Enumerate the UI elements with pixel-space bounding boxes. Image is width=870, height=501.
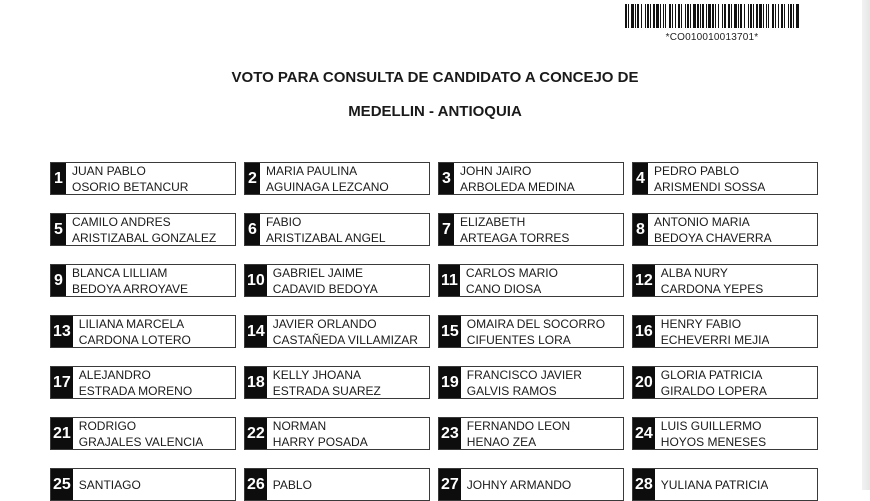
- barcode-bar: [793, 4, 794, 28]
- candidate-last-name: GRAJALES VALENCIA: [78, 435, 204, 449]
- candidate-first-name: JUAN PABLO: [72, 164, 146, 178]
- candidate-option-2[interactable]: [244, 162, 430, 195]
- candidate-option-12[interactable]: [632, 264, 818, 297]
- barcode-bar: [641, 4, 642, 28]
- barcode-text: *CO010010013701*: [665, 32, 759, 43]
- barcode-bar: [678, 4, 680, 28]
- barcode-bar: [731, 4, 732, 28]
- candidate-name: [260, 163, 389, 194]
- candidate-number: 9: [51, 265, 66, 296]
- candidate-first-name: FABIO: [266, 215, 302, 229]
- candidate-number: 13: [51, 316, 73, 347]
- candidate-name: [648, 163, 765, 194]
- barcode-bar: [784, 4, 785, 28]
- candidate-last-name: ARTEAGA TORRES: [460, 231, 570, 245]
- barcode-bar: [766, 4, 767, 28]
- barcode-bar: [700, 4, 701, 28]
- candidate-option-19[interactable]: [438, 366, 624, 399]
- candidate-option-16[interactable]: [632, 315, 818, 348]
- barcode-bar: [759, 4, 762, 28]
- barcode-bar: [718, 4, 719, 28]
- candidate-number: 3: [439, 163, 454, 194]
- candidate-number: 16: [633, 316, 655, 347]
- candidate-name: [648, 214, 772, 245]
- candidate-last-name: HARRY POSADA: [272, 435, 368, 449]
- candidate-number: 10: [245, 265, 267, 296]
- barcode-bar: [722, 4, 723, 28]
- candidate-option-26[interactable]: [244, 468, 430, 501]
- candidate-option-1[interactable]: [50, 162, 236, 195]
- barcode-bar: [708, 4, 711, 28]
- candidate-name: [461, 367, 582, 398]
- candidate-first-name: GABRIEL JAIME: [272, 266, 364, 280]
- candidate-number: 17: [51, 367, 73, 398]
- candidate-first-name: ELIZABETH: [460, 215, 526, 229]
- barcode-bar: [665, 4, 666, 28]
- candidate-option-20[interactable]: [632, 366, 818, 399]
- candidate-last-name: ESTRADA MORENO: [78, 384, 193, 398]
- candidate-name: [267, 316, 418, 347]
- barcode-bar: [715, 4, 716, 28]
- barcode-bar: [750, 4, 752, 28]
- candidate-name: [655, 367, 767, 398]
- candidate-number: 4: [633, 163, 648, 194]
- candidate-option-6[interactable]: [244, 213, 430, 246]
- barcode-bar: [763, 4, 764, 28]
- candidate-name: [655, 316, 770, 347]
- candidate-last-name: CIFUENTES LORA: [466, 333, 571, 347]
- barcode-bar: [687, 4, 689, 28]
- candidate-first-name: HENRY FABIO: [660, 317, 742, 331]
- candidate-option-14[interactable]: [244, 315, 430, 348]
- barcode-bar: [637, 4, 639, 28]
- barcode-bar: [645, 4, 646, 28]
- candidate-first-name: JOHN JAIRO: [460, 164, 532, 178]
- candidate-first-name: BLANCA LILLIAM: [72, 266, 168, 280]
- candidate-first-name: GLORIA PATRICIA: [660, 368, 763, 382]
- barcode-bar: [656, 4, 659, 28]
- candidate-option-5[interactable]: [50, 213, 236, 246]
- candidate-name: [267, 469, 312, 500]
- candidate-option-10[interactable]: [244, 264, 430, 297]
- candidate-name: [267, 265, 378, 296]
- candidate-option-23[interactable]: [438, 417, 624, 450]
- candidate-grid: [50, 162, 818, 501]
- candidate-number: 1: [51, 163, 66, 194]
- candidate-option-17[interactable]: [50, 366, 236, 399]
- candidate-first-name: FERNANDO LEON: [466, 419, 571, 433]
- barcode-bar: [738, 4, 739, 28]
- candidate-first-name: NORMAN: [272, 419, 327, 433]
- candidate-first-name: ANTONIO MARIA: [654, 215, 750, 229]
- barcode-bar: [628, 4, 629, 28]
- candidate-name: [460, 265, 558, 296]
- barcode-bar: [728, 4, 730, 28]
- candidate-number: 28: [633, 469, 655, 500]
- candidate-number: 12: [633, 265, 655, 296]
- barcode-bar: [724, 4, 726, 28]
- barcode-bar: [685, 4, 686, 28]
- barcode-bar: [712, 4, 714, 28]
- candidate-name: [73, 367, 192, 398]
- barcode-bar: [647, 4, 649, 28]
- barcode-bar: [650, 4, 651, 28]
- candidate-option-15[interactable]: [438, 315, 624, 348]
- candidate-last-name: CADAVID BEDOYA: [272, 282, 378, 296]
- barcode-bar: [625, 4, 627, 28]
- candidate-name: [73, 418, 204, 449]
- barcode-bar: [775, 4, 776, 28]
- candidate-last-name: ARISMENDI SOSSA: [654, 180, 766, 194]
- candidate-number: 23: [439, 418, 461, 449]
- candidate-number: 24: [633, 418, 655, 449]
- candidate-number: 2: [245, 163, 260, 194]
- barcode-bar: [744, 4, 745, 28]
- candidate-number: 7: [439, 214, 454, 245]
- candidate-number: 25: [51, 469, 73, 500]
- barcode-bar: [669, 4, 671, 28]
- candidate-first-name: LUIS GUILLERMO: [660, 419, 762, 433]
- barcode-bar: [702, 4, 704, 28]
- barcode-bar: [768, 4, 769, 28]
- candidate-number: 15: [439, 316, 461, 347]
- candidate-last-name: CASTAÑEDA VILLAMIZAR: [272, 333, 418, 347]
- candidate-last-name: ECHEVERRI MEJIA: [660, 333, 770, 347]
- barcode-bar: [675, 4, 676, 28]
- candidate-first-name: JAVIER ORLANDO: [272, 317, 377, 331]
- candidate-option-11[interactable]: [438, 264, 624, 297]
- candidate-number: 6: [245, 214, 260, 245]
- barcode-image: [624, 4, 800, 28]
- candidate-option-21[interactable]: [50, 417, 236, 450]
- barcode-bar: [748, 4, 749, 28]
- candidate-last-name: HOYOS MENESES: [660, 435, 767, 449]
- candidate-name: [461, 418, 570, 449]
- candidate-option-28[interactable]: [632, 468, 818, 501]
- barcode-bar: [772, 4, 774, 28]
- candidate-number: 8: [633, 214, 648, 245]
- candidate-first-name: FRANCISCO JAVIER: [466, 368, 582, 382]
- candidate-number: 20: [633, 367, 655, 398]
- candidate-first-name: RODRIGO: [78, 419, 137, 433]
- barcode-bar: [693, 4, 696, 28]
- candidate-name: [461, 469, 571, 500]
- candidate-last-name: ARBOLEDA MEDINA: [460, 180, 575, 194]
- barcode-bar: [706, 4, 707, 28]
- candidate-last-name: CARDONA YEPES: [660, 282, 764, 296]
- candidate-option-7[interactable]: [438, 213, 624, 246]
- candidate-name: [73, 469, 141, 500]
- candidate-number: 5: [51, 214, 66, 245]
- candidate-number: 11: [439, 265, 460, 296]
- candidate-option-25[interactable]: [50, 468, 236, 501]
- candidate-option-22[interactable]: [244, 417, 430, 450]
- barcode-bar: [778, 4, 779, 28]
- candidate-last-name: GALVIS RAMOS: [466, 384, 557, 398]
- candidate-name: [655, 265, 763, 296]
- candidate-option-3[interactable]: [438, 162, 624, 195]
- candidate-last-name: GIRALDO LOPERA: [660, 384, 767, 398]
- candidate-first-name: JOHNY ARMANDO: [466, 478, 572, 492]
- candidate-first-name: ALBA NURY: [660, 266, 728, 280]
- candidate-number: 18: [245, 367, 267, 398]
- barcode-bar: [653, 4, 655, 28]
- candidate-last-name: CANO DIOSA: [465, 282, 542, 296]
- barcode-bar: [672, 4, 673, 28]
- candidate-last-name: ARISTIZABAL ANGEL: [266, 231, 386, 245]
- candidate-first-name: CARLOS MARIO: [465, 266, 558, 280]
- barcode: [624, 4, 800, 43]
- candidate-number: 21: [51, 418, 73, 449]
- candidate-name: [454, 163, 575, 194]
- barcode-bar: [697, 4, 699, 28]
- candidate-option-13[interactable]: [50, 315, 236, 348]
- barcode-bar: [681, 4, 682, 28]
- candidate-first-name: MARIA PAULINA: [266, 164, 358, 178]
- barcode-bar: [796, 4, 799, 28]
- candidate-name: [267, 418, 368, 449]
- candidate-option-8[interactable]: [632, 213, 818, 246]
- candidate-option-18[interactable]: [244, 366, 430, 399]
- barcode-bar: [740, 4, 742, 28]
- barcode-bar: [663, 4, 664, 28]
- candidate-option-4[interactable]: [632, 162, 818, 195]
- candidate-name: [454, 214, 569, 245]
- barcode-bar: [756, 4, 758, 28]
- candidate-name: [66, 265, 188, 296]
- candidate-first-name: YULIANA PATRICIA: [660, 478, 769, 492]
- candidate-name: [655, 469, 769, 500]
- candidate-name: [73, 316, 191, 347]
- barcode-bar: [690, 4, 691, 28]
- candidate-first-name: PEDRO PABLO: [654, 164, 740, 178]
- candidate-number: 27: [439, 469, 461, 500]
- candidate-first-name: OMAIRA DEL SOCORRO: [466, 317, 606, 331]
- candidate-first-name: PABLO: [272, 478, 312, 492]
- barcode-bar: [635, 4, 636, 28]
- candidate-name: [267, 367, 381, 398]
- candidate-first-name: ALEJANDRO: [78, 368, 151, 382]
- candidate-last-name: ESTRADA SUAREZ: [272, 384, 381, 398]
- barcode-bar: [753, 4, 754, 28]
- candidate-last-name: CARDONA LOTERO: [78, 333, 191, 347]
- candidate-last-name: AGUINAGA LEZCANO: [266, 180, 389, 194]
- ballot-subtitle: MEDELLIN - ANTIOQUIA: [348, 103, 522, 120]
- candidate-number: 14: [245, 316, 267, 347]
- candidate-number: 22: [245, 418, 267, 449]
- candidate-number: 19: [439, 367, 461, 398]
- candidate-number: 26: [245, 469, 267, 500]
- candidate-last-name: BEDOYA CHAVERRA: [654, 231, 772, 245]
- candidate-last-name: ARISTIZABAL GONZALEZ: [72, 231, 217, 245]
- candidate-option-27[interactable]: [438, 468, 624, 501]
- candidate-name: [655, 418, 766, 449]
- barcode-bar: [788, 4, 789, 28]
- barcode-bar: [781, 4, 783, 28]
- barcode-bar: [790, 4, 792, 28]
- candidate-last-name: OSORIO BETANCUR: [72, 180, 189, 194]
- barcode-bar: [660, 4, 661, 28]
- candidate-name: [461, 316, 605, 347]
- candidate-first-name: SANTIAGO: [78, 478, 141, 492]
- candidate-name: [66, 214, 216, 245]
- candidate-option-24[interactable]: [632, 417, 818, 450]
- candidate-last-name: BEDOYA ARROYAVE: [72, 282, 189, 296]
- candidate-first-name: KELLY JHOANA: [272, 368, 362, 382]
- barcode-bar: [734, 4, 737, 28]
- barcode-bar: [631, 4, 634, 28]
- ballot-title: VOTO PARA CONSULTA DE CANDIDATO A CONCEJO DE: [231, 69, 639, 86]
- candidate-first-name: CAMILO ANDRES: [72, 215, 171, 229]
- candidate-name: [66, 163, 188, 194]
- candidate-last-name: HENAO ZEA: [466, 435, 537, 449]
- candidate-first-name: LILIANA MARCELA: [78, 317, 185, 331]
- candidate-name: [260, 214, 386, 245]
- candidate-option-9[interactable]: [50, 264, 236, 297]
